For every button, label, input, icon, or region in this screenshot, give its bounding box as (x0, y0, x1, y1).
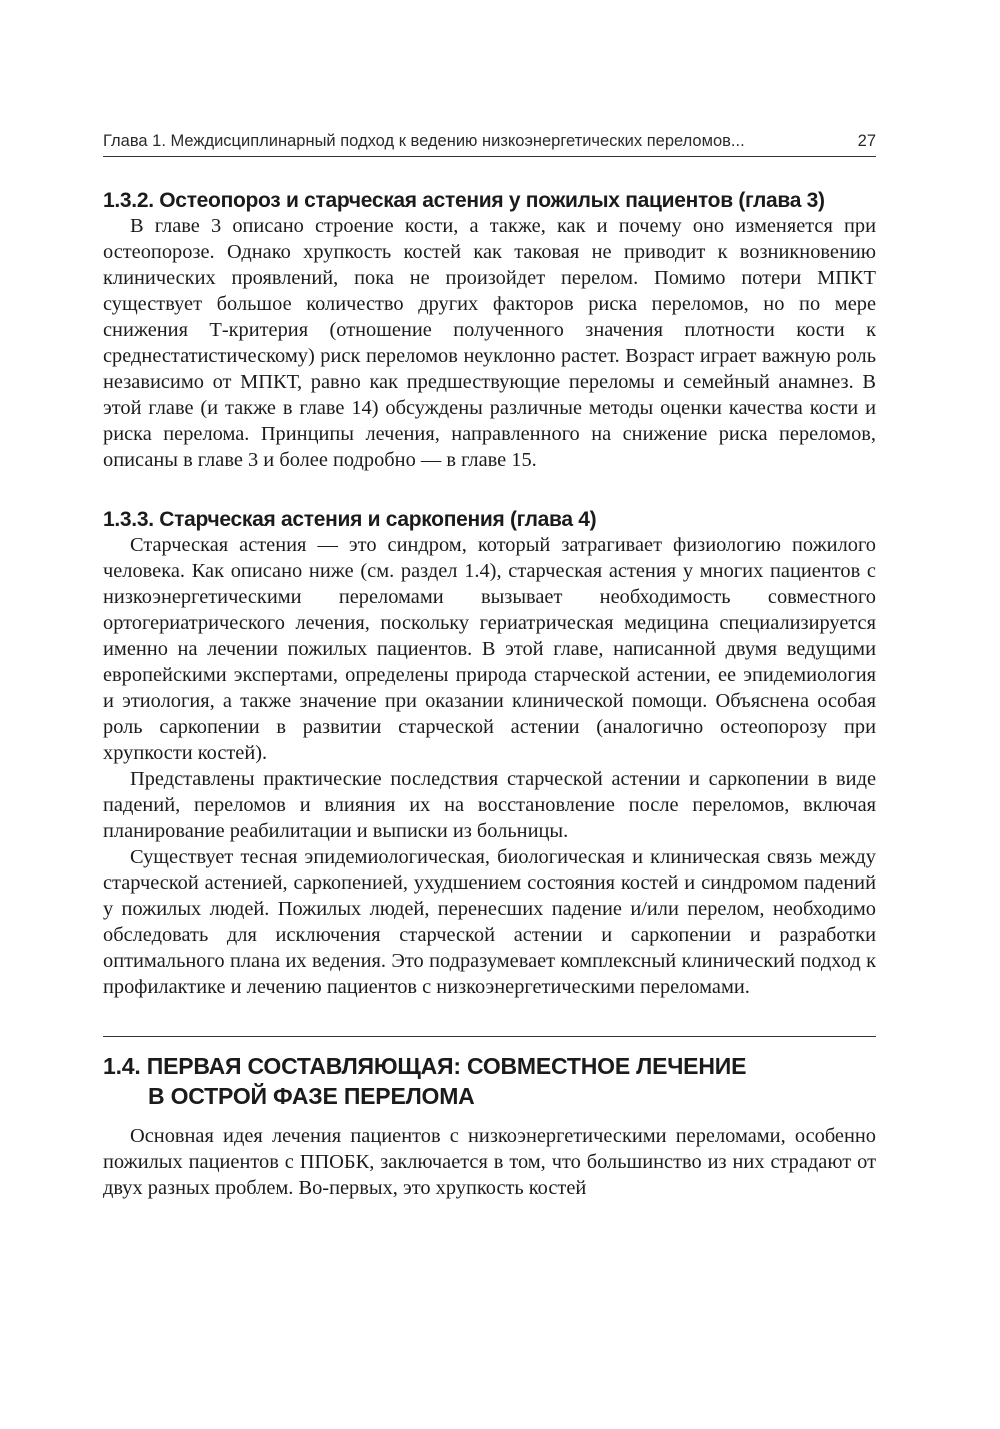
section-heading-line1: 1.4. ПЕРВАЯ СОСТАВЛЯЮЩАЯ: СОВМЕСТНОЕ ЛЕЧЕНИЕ (103, 1053, 747, 1079)
subsection-heading-1-3-3: 1.3.3. Старческая астения и саркопения (глава 4) (103, 508, 597, 531)
book-page (103, 128, 876, 1201)
running-title: Глава 1. Междисциплинарный подход к ведению низкоэнергетических переломов... (103, 132, 745, 150)
page-number: 27 (857, 132, 876, 150)
paragraph: Старческая астения — это синдром, который затрагивает физиологию пожилого человека. Как описано ниже (см. раздел 1.4), старческая астения у многих пациентов с низкоэнергетическими переломами вызывает необходимость совместного ортогериатрического лечения, поскольку гериатрическая медицина специализируется именно на лечении пожилых пациентов. В этой главе, написанной двумя ведущими европейскими экспертами, определены природа старческой астении, ее эпидемиология и этиология, а также значение при оказании клинической помощи. Объяснена особая роль саркопении в развитии старческой астении (аналогично остеопорозу при хрупкости костей). (103, 534, 876, 764)
section-divider (103, 1036, 876, 1037)
paragraph: Основная идея лечения пациентов с низкоэнергетическими переломами, особенно пожилых пациентов с ППОБК, заключается в том, что большинство из них страдают от двух разных проблем. Во-первых, это хрупкость костей (103, 1125, 876, 1199)
paragraph: Существует тесная эпидемиологическая, биологическая и клиническая связь между старческой астенией, саркопенией, ухудшением состояния костей и синдромом падений у пожилых людей. Пожилых людей, перенесших падение и/или перелом, необходимо обследовать для исключения старческой астении и саркопении и разработки оптимального плана их ведения. Это подразумевает комплексный клинический подход к профилактике и лечению пациентов с низкоэнергетическими переломами. (103, 846, 876, 998)
section-heading-line2: В ОСТРОЙ ФАЗЕ ПЕРЕЛОМА (148, 1083, 475, 1109)
paragraph: Представлены практические последствия старческой астении и саркопении в виде падений, переломов и влияния их на восстановление после переломов, включая планирование реабилитации и выписки из больницы. (103, 768, 876, 842)
paragraph: В главе 3 описано строение кости, а также, как и почему оно изменяется при остеопорозе. Однако хрупкость костей как таковая не приводит к возникновению клинических проявлений, пока не произойдет перелом. Помимо потери МПКТ существует большое количество других факторов риска переломов, но по мере снижения Т-критерия (отношение полученного значения плотности кости к среднестатистическому) риск переломов неуклонно растет. Возраст играет важную роль независимо от МПКТ, равно как предшествующие переломы и семейный анамнез. В этой главе (и также в главе 14) обсуждены различные методы оценки качества кости и риска перелома. Принципы лечения, направленного на снижение риска переломов, описаны в главе 3 и более подробно — в главе 15. (103, 215, 876, 471)
section-heading-1-4 (103, 1051, 876, 1111)
subsection-heading-1-3-2: 1.3.2. Остеопороз и старческая астения у пожилых пациентов (глава 3) (103, 189, 825, 212)
running-header (103, 128, 876, 157)
